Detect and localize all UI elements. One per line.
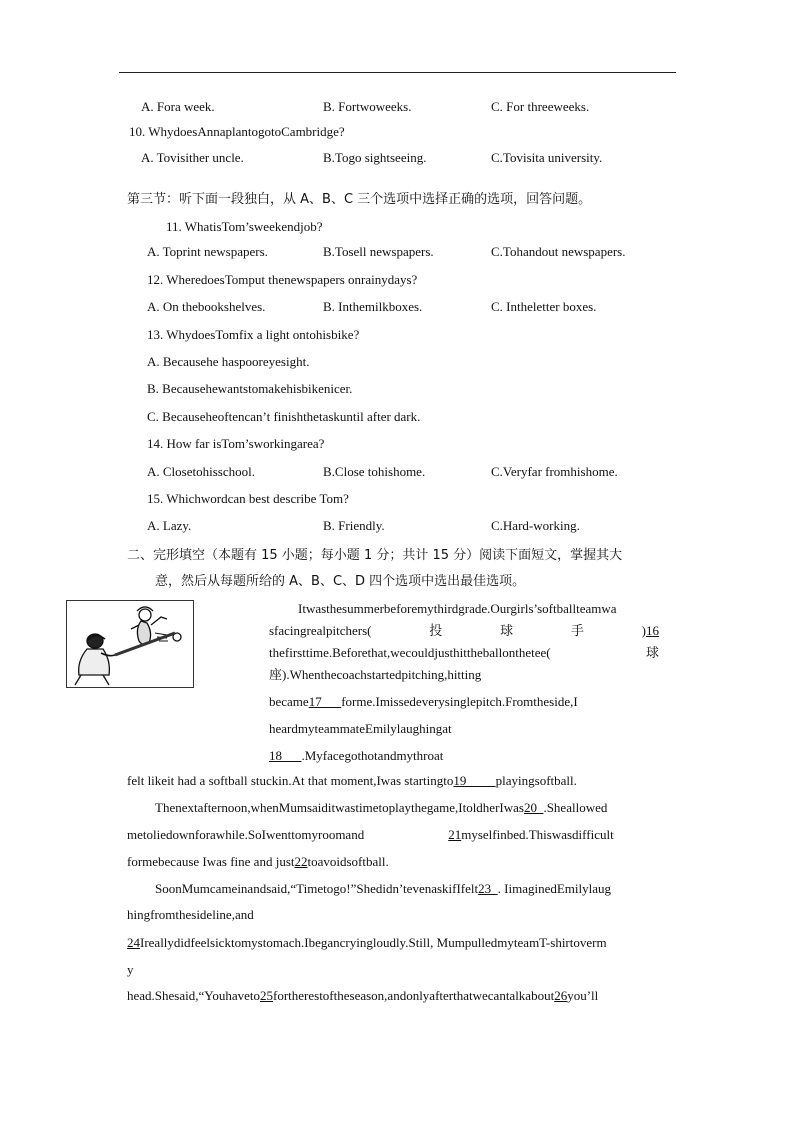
q12-option-a: A. On thebookshelves. [147,299,266,314]
blank-20: 20 [523,800,544,815]
blank-23: 23 [478,881,498,896]
q10-option-c: C.Tovisita university. [491,150,603,165]
part2-heading-line1: 二、完形填空（本题有 15 小题；每小题 1 分；共计 15 分）阅读下面短文，掌握其大 [127,548,623,563]
q10-option-b: B.Togo sightseeing. [323,150,427,165]
q11-option-c: C.Tohandout newspapers. [491,244,626,259]
q10-stem: 10. WhydoesAnnaplantogotoCambridge? [129,124,345,139]
passage-line-2-text: sfacingrealpitchers( [269,623,372,638]
q13-option-b: B. Becausehewantstomakehisbikenicer. [147,381,353,396]
passage-line-6: heardmyteammateEmilylaughingat [269,721,452,736]
q13-option-c: C. Becauseheoftencan’t finishthetaskuntil after dark. [147,409,421,424]
q11-option-b: B.Tosell newspapers. [323,244,434,259]
q13-option-a: A. Becausehe haspooreyesight. [147,354,310,369]
passage-line-14: 24Ireallydidfeelsicktomystomach.Ibegancryingloudly.Still, MumpulledmyteamT-shirtoverm [127,935,607,950]
part2-heading-line2: 意，然后从每题所给的 A、B、C、D 四个选项中选出最佳选项。 [155,574,526,589]
q15-stem: 15. Whichwordcan best describe Tom? [147,491,349,506]
blank-22: 22 [294,854,308,869]
blank-19: 19 [453,773,496,788]
section3-heading: 第三节：听下面一段独白，从 A、B、C 三个选项中选择正确的选项，回答问题。 [127,192,592,207]
passage-line-2 [269,623,659,639]
q9-option-a: A. Fora week. [141,99,215,114]
q9-option-b: B. Fortwoweeks. [323,99,412,114]
passage-line-3 [269,645,659,661]
passage-line-1: Itwasthesummerbeforemythirdgrade.Ourgirls’softballteamwa [298,601,617,616]
q12-option-b: B. Inthemilkboxes. [323,299,423,314]
q14-stem: 14. How far isTom’sworkingarea? [147,436,325,451]
passage-line-16: head.Shesaid,“Youhaveto25fortherestoftheseason,andonlyafterthatwecantalkabout26you’ll [127,988,599,1003]
passage-line-9: Thenextafternoon,whenMumsaiditwastimetoplaythegame,ItoldherIwas20 .Sheallowed [155,800,608,815]
passage-paren-close: ) [641,623,646,638]
passage-line-11: formebecause Iwas fine and just22toavoidsoftball. [127,854,389,869]
passage-char-shou: 手 [570,623,584,638]
blank-17: 17 [308,694,342,709]
q11-stem: 11. WhatisTom’sweekendjob? [166,219,323,234]
blank-16: 16 [645,623,659,638]
passage-line-5: became17 forme.Imissedeverysinglepitch.Fromtheside,I [269,694,578,709]
q15-option-c: C.Hard-working. [491,518,580,533]
blank-18: 18 [269,748,302,763]
passage-line-10: metoliedownforawhile.SoIwenttomyroomand 21myselfinbed.Thiswasdifficult [127,827,614,842]
header-rule [119,72,676,73]
passage-char-tou: 投 [429,623,443,638]
q14-option-b: B.Close tohishome. [323,464,426,479]
softball-illustration [66,600,194,688]
blank-21: 21 [448,827,462,842]
passage-char-qiu: 球 [500,623,514,638]
passage-line-4: 座).Whenthecoachstartedpitching,hitting [269,667,482,682]
q15-option-b: B. Friendly. [323,518,385,533]
passage-line-7: 18 .Myfacegothotandmythroat [269,748,444,763]
q14-option-a: A. Closetohisschool. [147,464,255,479]
q11-option-a: A. Toprint newspapers. [147,244,268,259]
q14-option-c: C.Veryfar fromhishome. [491,464,618,479]
q12-option-c: C. Intheletter boxes. [491,299,597,314]
q9-option-c: C. For threeweeks. [491,99,590,114]
passage-line-13: hingfromthesideline,and [127,907,254,922]
passage-line-15: y [127,962,134,977]
passage-char-qiu2: 球 [645,645,659,660]
q13-stem: 13. WhydoesTomfix a light ontohisbike? [147,327,360,342]
q12-stem: 12. WheredoesTomput thenewspapers onrainydays? [147,272,418,287]
q15-option-a: A. Lazy. [147,518,192,533]
passage-line-12: SoonMumcameinandsaid,“Timetogo!”Shedidn’tevenaskifIfelt23 . IimaginedEmilylaug [155,881,612,896]
blank-26: 26 [554,988,568,1003]
blank-25: 25 [260,988,273,1003]
blank-24: 24 [127,935,140,950]
passage-line-3-text: thefirsttime.Beforethat,wecouldjusthittheballonthetee( [269,645,551,660]
q10-option-a: A. Tovisither uncle. [141,150,244,165]
passage-line-8: felt likeit had a softball stuckin.At that moment,Iwas startingto19 playingsoftball. [127,773,577,788]
